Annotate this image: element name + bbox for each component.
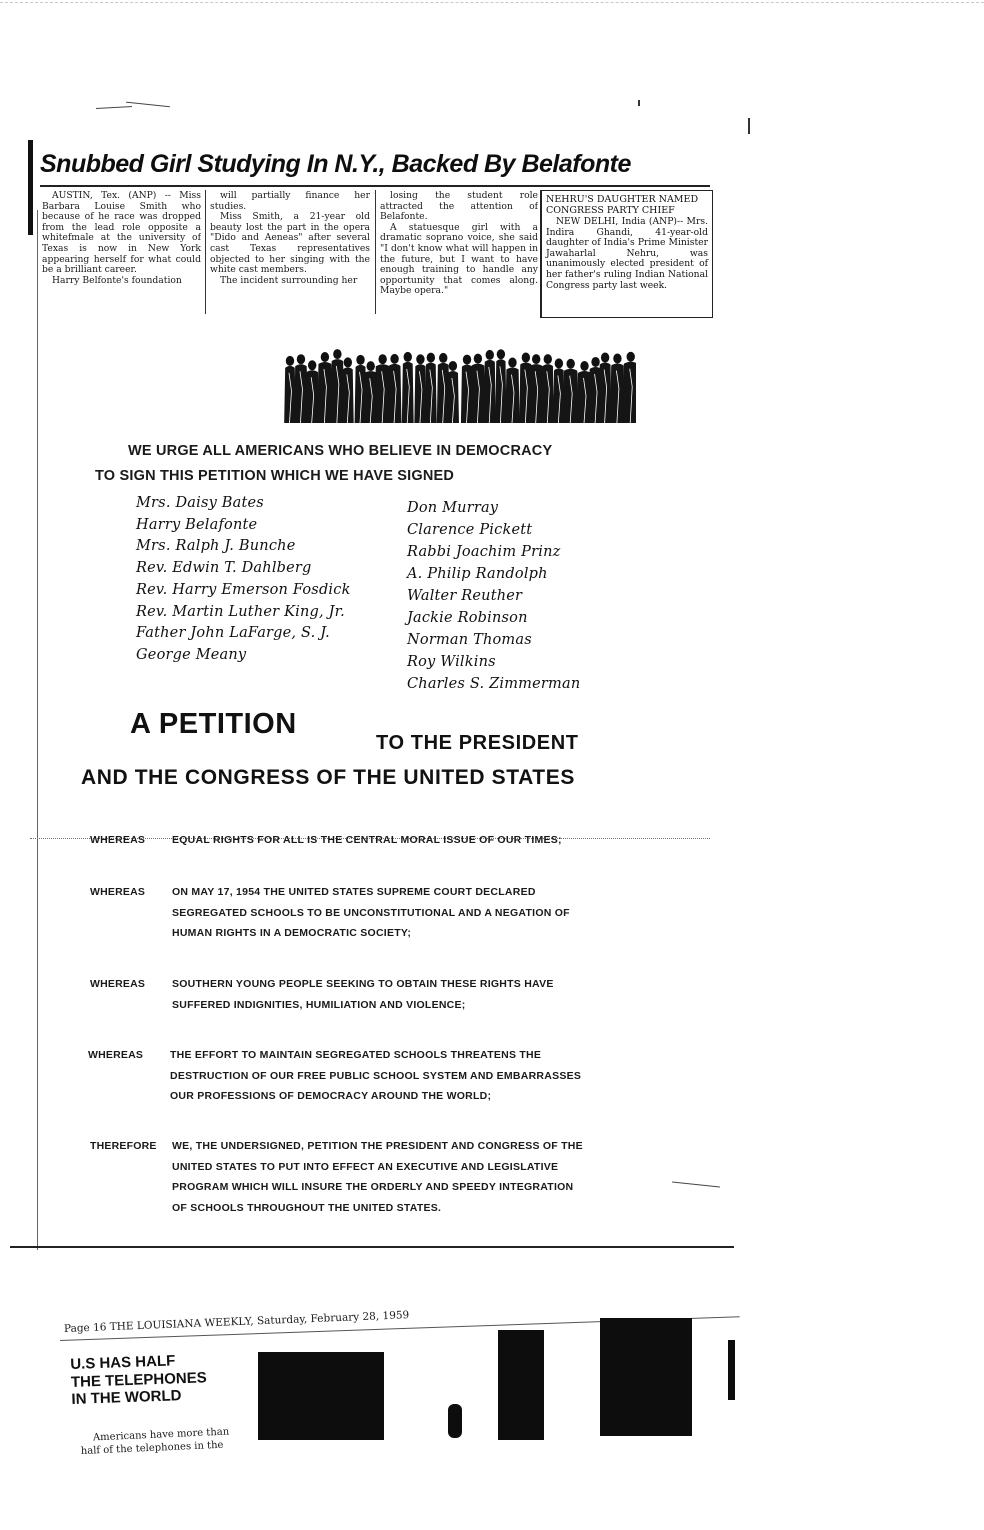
article-column-2 (210, 191, 370, 309)
clause-text (172, 882, 570, 944)
signer-name: Mrs. Ralph J. Bunche (136, 538, 296, 555)
signer-name: George Meany (136, 646, 247, 663)
clause-line: DESTRUCTION OF OUR FREE PUBLIC SCHOOL SYSTEM AND EMBARRASSES (170, 1069, 582, 1082)
photo-dark-area (498, 1330, 544, 1440)
crowd-figure (425, 353, 437, 423)
signer-name: Mrs. Daisy Bates (136, 495, 264, 511)
signer-name: Rev. Edwin T. Dahlberg (136, 560, 312, 577)
signer-name: Charles S. Zimmerman (407, 676, 581, 692)
article-paragraph: Harry Belfonte's foundation (52, 274, 182, 286)
clause-line: WE, THE UNDERSIGNED, PETITION THE PRESIDENT AND CONGRESS OF THE (172, 1140, 583, 1152)
clause-line: SEGREGATED SCHOOLS TO BE UNCONSTITUTIONAL AND A NEGATION OF (172, 906, 570, 919)
crowd-figure (553, 358, 565, 423)
article-paragraph: The incident surrounding her (220, 274, 358, 286)
clause-line: OUR PROFESSIONS OF DEMOCRACY AROUND THE WORLD; (170, 1090, 492, 1102)
clause-line: SOUTHERN YOUNG PEOPLE SEEKING TO OBTAIN THESE RIGHTS HAVE (172, 978, 554, 990)
photo-dark-area (600, 1318, 692, 1436)
crowd-figure (305, 360, 319, 423)
crowd-figure (402, 352, 414, 423)
clause-label: WHEREAS (88, 1049, 144, 1061)
article-paragraph: Miss Smith, a 21-year old beauty lost the part in the opera "Dido and Aeneas" after several cast Texas representatives objected to her singing with the white cast members. (210, 211, 370, 276)
article-headline: Snubbed Girl Studying In N.Y., Backed By Belafonte (40, 150, 631, 178)
signer-name: Don Murray (407, 500, 499, 516)
clause-text (172, 1136, 583, 1218)
scan-mark (96, 106, 132, 109)
article-paragraph: will partially finance her studies. (210, 191, 370, 212)
scan-mark (672, 1181, 720, 1187)
clause-label: THEREFORE (90, 1140, 157, 1152)
crowd-figure (563, 359, 578, 423)
crowd-figure (623, 352, 636, 423)
clause-line: PROGRAM WHICH WILL INSURE THE ORDERLY AND SPEEDY INTEGRATION (172, 1181, 574, 1193)
signer-name: Roy Wilkins (407, 654, 496, 670)
frame-left-rule (37, 210, 38, 1250)
signer-name: Jackie Robinson (407, 610, 528, 626)
signer-name: Rev. Martin Luther King, Jr. (136, 603, 345, 620)
clause-label: WHEREAS (90, 978, 146, 990)
petition-title: A PETITION (130, 708, 297, 740)
clause-label: WHEREAS (90, 886, 146, 898)
clause-line: UNITED STATES TO PUT INTO EFFECT AN EXECUTIVE AND LEGISLATIVE (172, 1160, 559, 1173)
photo-dark-area (728, 1340, 735, 1400)
frame-left-bar (28, 140, 33, 235)
signer-name: Rabbi Joachim Prinz (407, 544, 561, 560)
clause-label: WHEREAS (90, 834, 146, 846)
photo-dark-area (258, 1352, 384, 1440)
crowd-silhouette-illustration (284, 345, 636, 423)
article-column-1 (42, 191, 201, 309)
telephone-headline: U.S HAS HALF THE TELEPHONES IN THE WORLD (70, 1352, 207, 1408)
nehru-headline: NEHRU'S DAUGHTER NAMED CONGRESS PARTY CHIEF (546, 194, 699, 216)
scan-mark (638, 100, 640, 106)
page-bottom-rule (10, 1246, 734, 1248)
clause-text (172, 830, 562, 851)
crowd-figure (599, 353, 612, 423)
signer-name: Walter Reuther (407, 588, 523, 604)
clause-text (170, 1045, 581, 1107)
signer-name: A. Philip Randolph (407, 566, 548, 582)
clause-line: ON MAY 17, 1954 THE UNITED STATES SUPREME COURT DECLARED (172, 886, 536, 898)
clause-text (172, 974, 554, 1015)
petition-subtitle-2: AND THE CONGRESS OF THE UNITED STATES (81, 766, 575, 789)
urge-line-1: WE URGE ALL AMERICANS WHO BELIEVE IN DEMOCRACY (128, 443, 553, 459)
crowd-figure (470, 354, 485, 423)
clause-line: OF SCHOOLS THROUGHOUT THE UNITED STATES. (172, 1201, 442, 1214)
crowd-figure (495, 349, 506, 423)
crowd-figure (505, 358, 519, 423)
petition-subtitle: TO THE PRESIDENT (376, 732, 579, 754)
crowd-figure (388, 354, 402, 423)
urge-line-2: TO SIGN THIS PETITION WHICH WE HAVE SIGNED (95, 468, 455, 484)
article-column-3 (380, 191, 538, 309)
nehru-body: NEW DELHI, India (ANP)-- Mrs. Indira Ghandi, 41-year-old daughter of India's Prime Minister Jawaharlal Nehru, was unanimously elected president of her father's ruling Indian National Congress party last week. (546, 216, 708, 291)
crowd-figure (484, 350, 496, 423)
column-rule (375, 190, 376, 314)
crowd-figure (610, 354, 624, 423)
photo-dark-area (448, 1404, 462, 1438)
article-paragraph: losing the student role attracted the attention of Belafonte. (380, 191, 538, 223)
crowd-figure (542, 354, 554, 423)
signer-name: Norman Thomas (407, 632, 532, 648)
signer-name: Rev. Harry Emerson Fosdick (136, 581, 351, 598)
signer-name: Harry Belafonte (136, 516, 258, 533)
page-footer-line: Page 16 THE LOUISIANA WEEKLY, Saturday, February 28, 1959 (63, 1309, 410, 1335)
crowd-figure (342, 357, 354, 423)
top-dashed-border (0, 2, 984, 3)
column-rule (205, 190, 206, 314)
clause-line: HUMAN RIGHTS IN A DEMOCRATIC SOCIETY; (172, 927, 412, 939)
signer-name: Clarence Pickett (407, 522, 533, 538)
crowd-figure (331, 349, 344, 423)
crowd-figure (284, 356, 296, 423)
article-paragraph: A statuesque girl with a dramatic soprano voice, she said "I don't know what will happen in the future, but I want to have enough training to handle any opportunity that comes along. Maybe opera." (380, 221, 538, 297)
telephone-body: Americans have more than half of the telephones in the (80, 1426, 230, 1457)
clause-line: EQUAL RIGHTS FOR ALL IS THE CENTRAL MORAL ISSUE OF OUR TIMES; (172, 834, 562, 846)
nehru-news-box (540, 190, 713, 318)
scan-mark (126, 102, 170, 108)
clause-line: SUFFERED INDIGNITIES, HUMILIATION AND VIOLENCE; (172, 998, 466, 1011)
headline-rule (40, 185, 710, 187)
crowd-figure (317, 352, 332, 423)
scan-mark (748, 118, 750, 134)
clause-line: THE EFFORT TO MAINTAIN SEGREGATED SCHOOLS THREATENS THE (170, 1049, 542, 1061)
signer-name: Father John LaFarge, S. J. (136, 625, 330, 642)
article-paragraph: AUSTIN, Tex. (ANP) -- Miss Barbara Louise Smith who because of he race was dropped from the lead role opposite a whitefmale at the university of Texas is now in New York appearing herself for what could be a brilliant career. (42, 191, 201, 276)
crowd-figure (414, 354, 426, 423)
